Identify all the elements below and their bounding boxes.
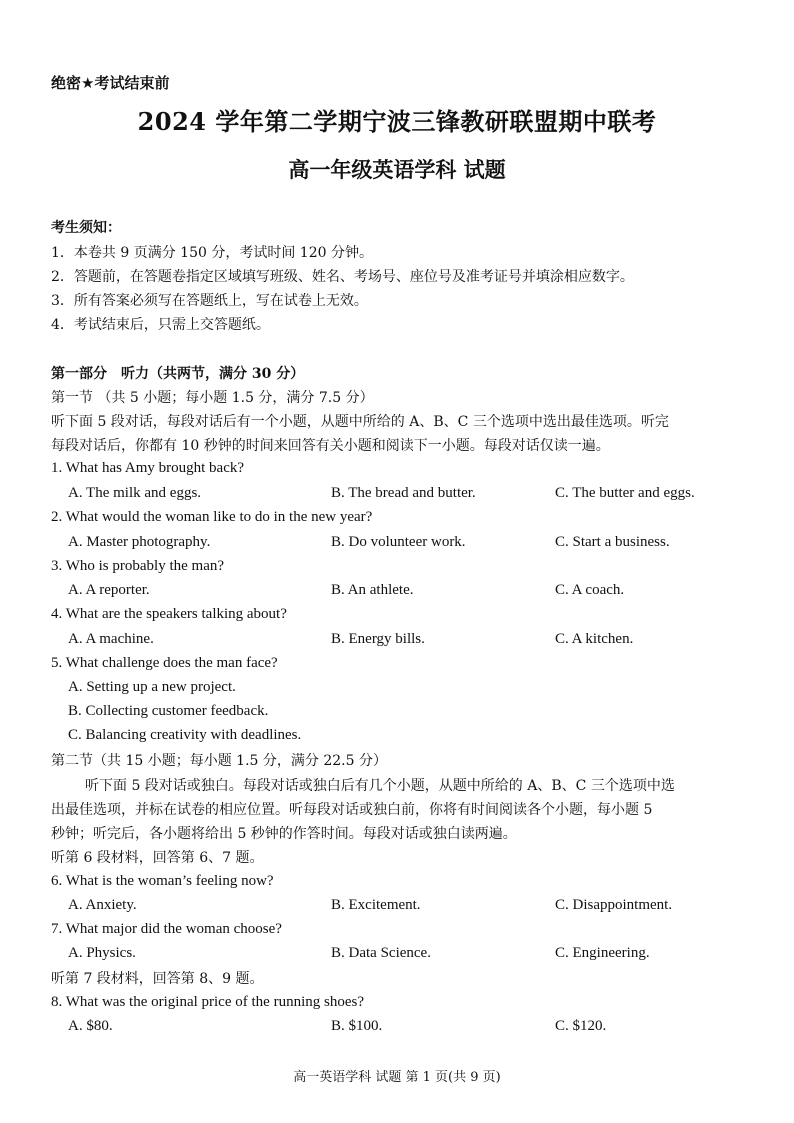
confidential-label: 绝密★考试结束前 (51, 74, 170, 92)
part1-heading: 第一部分 听力（共两节，满分 30 分） (51, 366, 305, 382)
option-b: B. An athlete. (331, 582, 414, 598)
question-text: 2. What would the woman like to do in the new year? (51, 509, 373, 525)
question-text: 8. What was the original price of the running shoes? (51, 994, 364, 1010)
exam-subtitle: 高一年级英语学科 试题 (288, 157, 506, 182)
option-c: C. $120. (555, 1018, 607, 1034)
option-a: A. The milk and eggs. (68, 485, 202, 501)
option-a: A. Setting up a new project. (68, 679, 236, 695)
notice-item: 4．考试结束后，只需上交答题纸。 (51, 317, 270, 333)
option-c: C. Engineering. (555, 945, 650, 961)
section2-instructions: 出最佳选项，并标在试卷的相应位置。听每段对话或独白前，你将有时间阅读各个小题，每小题 5 (51, 802, 653, 818)
option-b: B. Excitement. (331, 897, 421, 913)
option-c: C. Balancing creativity with deadlines. (68, 727, 302, 743)
option-b: B. $100. (331, 1018, 383, 1034)
section1-instructions: 每段对话后，你都有 10 秒钟的时间来回答有关小题和阅读下一小题。每段对话仅读一遍。 (51, 438, 610, 454)
question-text: 5. What challenge does the man face? (51, 655, 278, 671)
notice-item: 2．答题前，在答题卷指定区域填写班级、姓名、考场号、座位号及准考证号并填涂相应数字。 (51, 269, 634, 285)
option-c: C. A coach. (555, 582, 625, 598)
page-footer: 高一英语学科 试题 第 1 页(共 9 页) (293, 1070, 501, 1085)
option-c: C. The butter and eggs. (555, 485, 695, 501)
question-text: 3. Who is probably the man? (51, 558, 225, 574)
option-a: A. Anxiety. (68, 897, 137, 913)
option-a: A. A machine. (68, 631, 154, 647)
option-a: A. $80. (68, 1018, 113, 1034)
option-b: B. Do volunteer work. (331, 534, 466, 550)
option-a: A. A reporter. (68, 582, 150, 598)
section2-instructions: 听下面 5 段对话或独白。每段对话或独白后有几个小题，从题中所给的 A、B、C 三个选项中选 (85, 778, 675, 794)
notice-item: 1．本卷共 9 页满分 150 分，考试时间 120 分钟。 (51, 245, 373, 261)
option-c: C. Disappointment. (555, 897, 673, 913)
option-b: B. Data Science. (331, 945, 431, 961)
option-b: B. Energy bills. (331, 631, 425, 647)
question-text: 1. What has Amy brought back? (51, 460, 245, 476)
question-text: 7. What major did the woman choose? (51, 921, 282, 937)
notice-item: 3．所有答案必须写在答题纸上，写在试卷上无效。 (51, 293, 368, 309)
option-a: A. Master photography. (68, 534, 211, 550)
notice-heading: 考生须知： (51, 220, 121, 236)
section2-instructions: 秒钟；听完后，各小题将给出 5 秒钟的作答时间。每段对话或独白读两遍。 (51, 826, 517, 842)
section1-instructions: 听下面 5 段对话，每段对话后有一个小题，从题中所给的 A、B、C 三个选项中选出最佳选项。听完 (51, 414, 669, 430)
material-label: 听第 7 段材料，回答第 8、9 题。 (51, 971, 264, 987)
option-c: C. Start a business. (555, 534, 670, 550)
question-text: 6. What is the woman’s feeling now? (51, 873, 274, 889)
exam-title: 2024 学年第二学期宁波三锋教研联盟期中联考 (137, 107, 657, 136)
question-text: 4. What are the speakers talking about? (51, 606, 287, 622)
section2-heading: 第二节（共 15 小题；每小题 1.5 分，满分 22.5 分） (51, 753, 387, 769)
material-label: 听第 6 段材料，回答第 6、7 题。 (51, 850, 264, 866)
option-c: C. A kitchen. (555, 631, 634, 647)
option-b: B. The bread and butter. (331, 485, 476, 501)
section1-heading: 第一节 （共 5 小题；每小题 1.5 分，满分 7.5 分） (51, 390, 374, 406)
option-b: B. Collecting customer feedback. (68, 703, 269, 719)
option-a: A. Physics. (68, 945, 136, 961)
